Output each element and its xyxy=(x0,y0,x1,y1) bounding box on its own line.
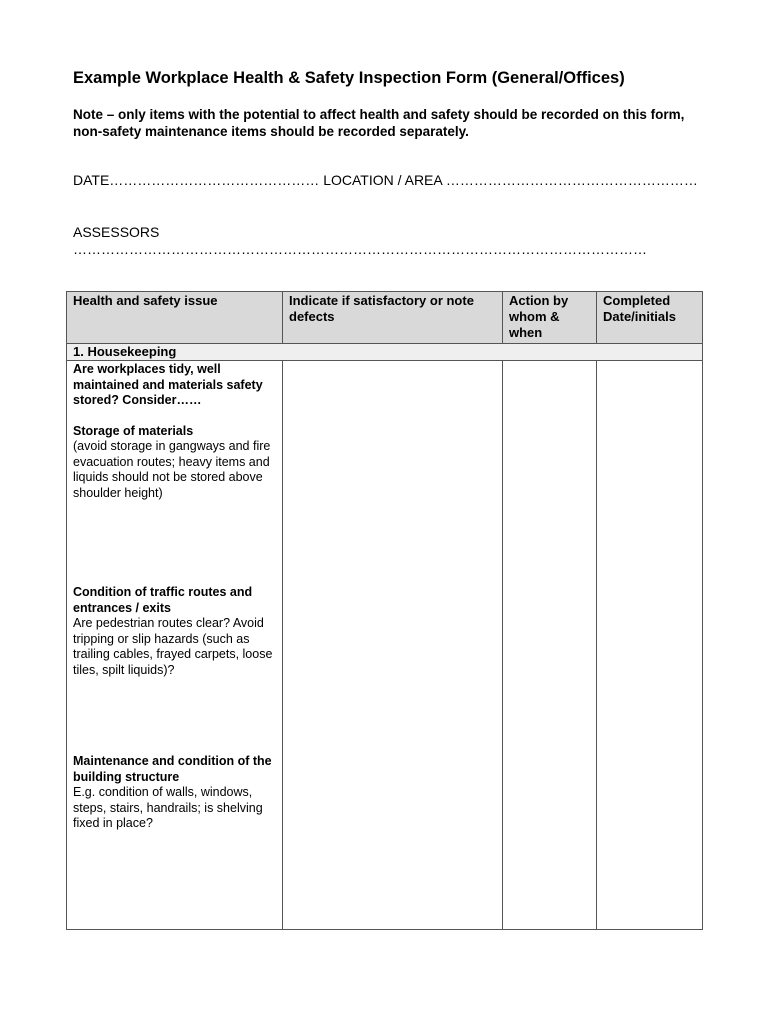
issue-heading: Maintenance and condition of the building structure xyxy=(73,754,272,784)
form-title: Example Workplace Health & Safety Inspection Form (General/Offices) xyxy=(73,69,625,87)
inspection-table xyxy=(66,291,703,930)
form-note: Note – only items with the potential to affect health and safety should be recorded on this form, non-safety maintenance items should be recorded separately. xyxy=(73,107,685,139)
issue-item xyxy=(73,424,276,502)
issue-cell xyxy=(67,361,283,930)
table-header-row xyxy=(67,292,703,344)
issue-text: (avoid storage in gangways and fire evacuation routes; heavy items and liquids should not be stored above shoulder height) xyxy=(73,439,271,500)
issue-item xyxy=(73,362,276,409)
assessors-field[interactable]: ASSESSORS …………………………………………………………………………………………………………… xyxy=(73,224,647,257)
header-issue: Health and safety issue xyxy=(67,292,283,344)
issue-text: E.g. condition of walls, windows, steps, stairs, handrails; is shelving fixed in place? xyxy=(73,785,263,830)
section-row xyxy=(67,344,703,361)
satisfactory-cell[interactable] xyxy=(283,361,503,930)
table-row xyxy=(67,361,703,930)
section-title: 1. Housekeeping xyxy=(67,344,703,361)
completed-cell[interactable] xyxy=(597,361,703,930)
issue-heading: Storage of materials xyxy=(73,423,194,438)
date-location-field[interactable]: DATE……………………………………… LOCATION / AREA ……………………………………………… xyxy=(73,172,698,188)
issue-item xyxy=(73,585,276,678)
issue-heading: Condition of traffic routes and entrances / exits xyxy=(73,585,253,615)
issue-text: Are pedestrian routes clear? Avoid tripping or slip hazards (such as trailing cables, frayed carpets, loose tiles, spilt liquids)? xyxy=(73,616,273,677)
action-cell[interactable] xyxy=(503,361,597,930)
header-satisfactory: Indicate if satisfactory or note defects xyxy=(283,292,503,344)
issue-heading: Are workplaces tidy, well maintained and materials safety stored? Consider…… xyxy=(73,362,263,407)
header-completed: Completed Date/initials xyxy=(597,292,703,344)
header-action: Action by whom & when xyxy=(503,292,597,344)
issue-item xyxy=(73,754,276,832)
